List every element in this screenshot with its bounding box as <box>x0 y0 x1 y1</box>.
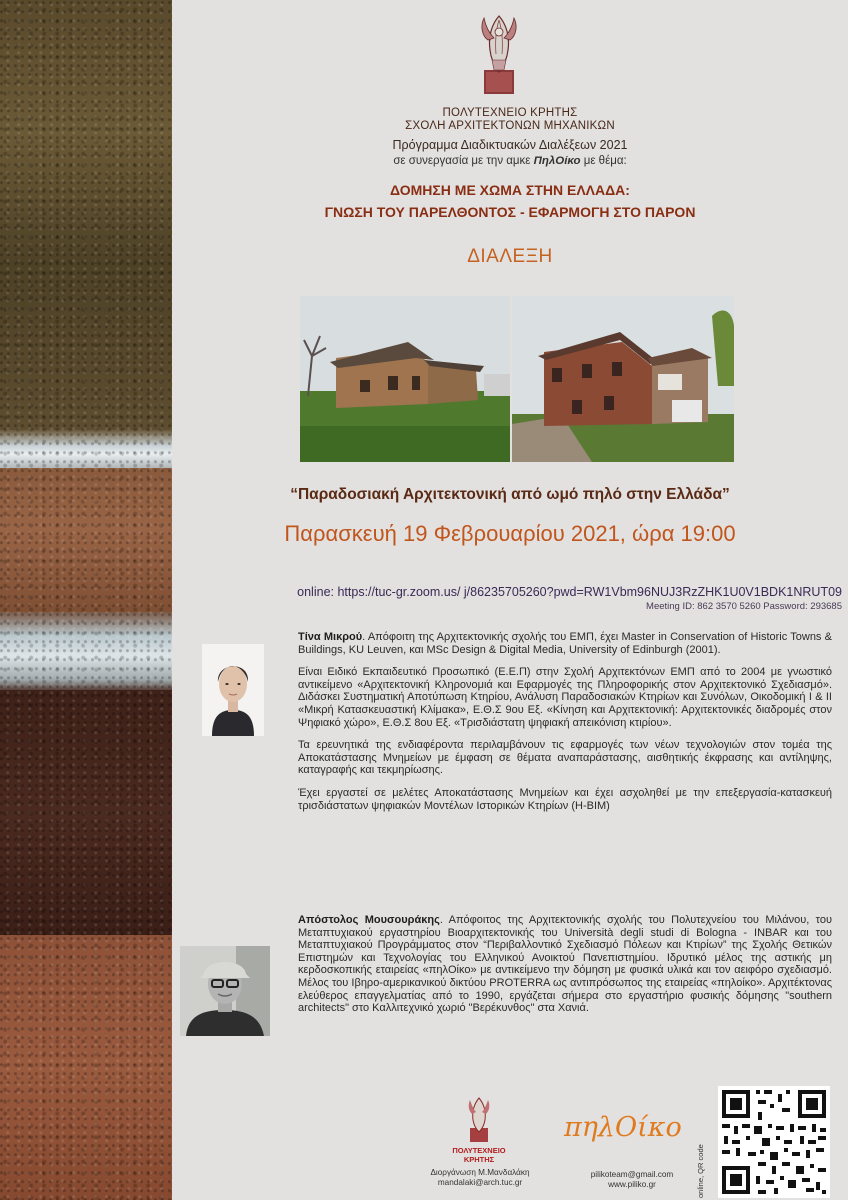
lecture-date: Παρασκευή 19 Φεβρουαρίου 2021, ώρα 19:00 <box>284 521 736 546</box>
speaker1-paragraph-4: Έχει εργαστεί σε μελέτες Αποκατάστασης Μνημείων και έχει ασχοληθεί με την επεξεργασία-κατασκευή τρισδιάστατων ψηφιακών Μοντέλων Ιστορικών Κτηρίων (H-BIM) <box>298 786 832 812</box>
tuc-logo-text: ΠΟΛΥΤΕΧΝΕΙΟ ΚΡΗΤΗΣ <box>452 1146 506 1164</box>
house-photo-left <box>300 296 510 462</box>
lecture-title: “Παραδοσιακή Αρχιτεκτονική από ωμό πηλό στην Ελλάδα” <box>290 486 730 503</box>
organizer-name: Διοργάνωση Μ.Μανδαλάκη <box>430 1168 530 1177</box>
collaboration-line <box>172 155 848 167</box>
tuc-footer-logo <box>464 1096 494 1144</box>
poster-content <box>172 0 848 1200</box>
theme-line-2: ΓΝΩΣΗ ΤΟΥ ΠΑΡΕΛΘΟΝΤΟΣ - ΕΦΑΡΜΟΓΗ ΣΤΟ ΠΑΡΟΝ <box>324 204 696 220</box>
piliko-email[interactable]: pilikoteam@gmail.com <box>590 1170 674 1179</box>
meeting-info: Meeting ID: 862 3570 5260 Password: 293685 <box>646 601 842 612</box>
speaker2-paragraph: Απόστολος Μουσουράκης. Απόφοιτος της Αρχιτεκτονικής σχολής του Πολυτεχνείου του Μιλάνου, του Μεταπτυχιακού εργαστηρίου Βιοαρχιτεκτονικής του Università degli studi di Bologna - INBAR και του Μεταπτυχιακού Προγράμματος στον “Περιβαλλοντικό Σχεδιασμό Πόλεων και Κτιρίων” της Σχολής Θετικών Επιστημών και Τεχνολογίας του Ελληνικού Ανοικτού Πανεπιστημίου. Ιδρυτικό μέλος της αστικής μη κερδοσκοπικής εταιρείας «πηλΟίκο» με αντικείμενο την δόμηση με φυσικά υλικά και τον αειφόρο σχεδιασμό. Μέλος του Ιβηρο-αμερικανικού δικτύου PROTERRA ως αντιπρόσωπος της εταιρείας «πηλοίκο». Αρχιτέκτονας ελεύθερος επαγγελματίας από το 1990, εργάζεται σήμερα στο εργαστήριο φυσικής δόμησης "southern architects" στο Καλλιτεχνικό χωριό "Βερέκυνθος" στα Χανιά. <box>298 914 833 1015</box>
qr-code-graphic <box>718 1086 830 1198</box>
houses-photos <box>300 296 734 462</box>
soil-background-strip <box>0 0 172 1200</box>
qr-code[interactable] <box>718 1086 830 1198</box>
speaker1-portrait <box>202 644 264 736</box>
university-logo <box>474 10 524 96</box>
collab-suffix: με θέμα: <box>580 155 627 167</box>
speaker1-bio <box>298 631 832 822</box>
theme-line-1: ΔΟΜΗΣΗ ΜΕ ΧΩΜΑ ΣΤΗΝ ΕΛΛΑΔΑ: <box>390 182 630 198</box>
speaker2-bio <box>298 914 832 1025</box>
organizer-info <box>418 1168 542 1188</box>
speaker1-name: Τίνα Μικρού <box>298 631 363 643</box>
program-title: Πρόγραμμα Διαδικτυακών Διαλέξεων 2021 <box>392 138 628 152</box>
piliko-contact <box>572 1170 692 1190</box>
piliko-logo: πηλΟίκο <box>564 1112 682 1143</box>
school-name: ΣΧΟΛΗ ΑΡΧΙΤΕΚΤΟΝΩΝ ΜΗΧΑΝΙΚΩΝ <box>405 120 615 132</box>
speaker2-name: Απόστολος Μουσουράκης <box>298 914 440 926</box>
lecture-type: ΔΙΑΛΕΞΗ <box>467 246 553 267</box>
university-name: ΠΟΛΥΤΕΧΝΕΙΟ ΚΡΗΤΗΣ <box>442 107 578 119</box>
house-photo-right <box>512 296 734 462</box>
speaker1-paragraph-2: Είναι Ειδικό Εκπαιδευτικό Προσωπικό (Ε.Ε.Π) στην Σχολή Αρχιτεκτόνων ΕΜΠ από το 2004 με γνωστικό αντικείμενο «Αρχιτεκτονική Κληρονομιά και Εφαρμογές της Πληροφορικής στον Αρχιτεκτονικό Σχεδιασμό». Διδάσκει Συστηματική Αποτύπωση Κτηρίου, Ανάλυση Παραδοσιακών Κτηρίων και Συνόλων, Οικοδομική Ι & ΙΙ «Μικρή Κατασκευαστική Κλίμακα», Ε.Θ.Σ 9ου Εξ. «Κίνηση και Αρχιτεκτονική: Αρχιτεκτονικές διαδρομές στον Ψηφιακό χώρο», Ε.Θ.Σ 8ου Εξ. «Τρισδιάστατη ψηφιακή απεικόνιση κτιρίου». <box>298 666 832 729</box>
qr-label: online, QR code <box>696 1144 705 1198</box>
collab-org: ΠηλΟίκο <box>533 155 581 167</box>
speaker1-intro: Τίνα Μικρού. Απόφοιτη της Αρχιτεκτονικής σχολής του ΕΜΠ, έχει Master in Conservation of Historic Towns & Buildings, KU Leuven, και MSc Design & Digital Media, University of Edinburgh (2001). <box>298 631 832 656</box>
speaker2-portrait <box>180 946 270 1036</box>
collab-prefix: σε συνεργασία με την αμκε <box>393 155 534 167</box>
speaker1-paragraph-3: Τα ερευνητικά της ενδιαφέροντα περιλαμβάνουν τις εφαρμογές των νέων τεχνολογιών στον τομέα της Αποκατάστασης Μνημείων με έμφαση σε θέματα αναπαράστασης, αισθητικής έκφρασης και αντίληψης, καταγραφής και τεκμηρίωσης. <box>298 739 832 777</box>
piliko-website[interactable]: www.piliko.gr <box>608 1180 656 1189</box>
organizer-email[interactable]: mandalaki@arch.tuc.gr <box>437 1178 523 1187</box>
online-link[interactable]: online: https://tuc-gr.zoom.us/ j/86235705260?pwd=RW1Vbm96NUJ3RzZHK1U0V1BDK1NRUT09 <box>297 585 842 599</box>
